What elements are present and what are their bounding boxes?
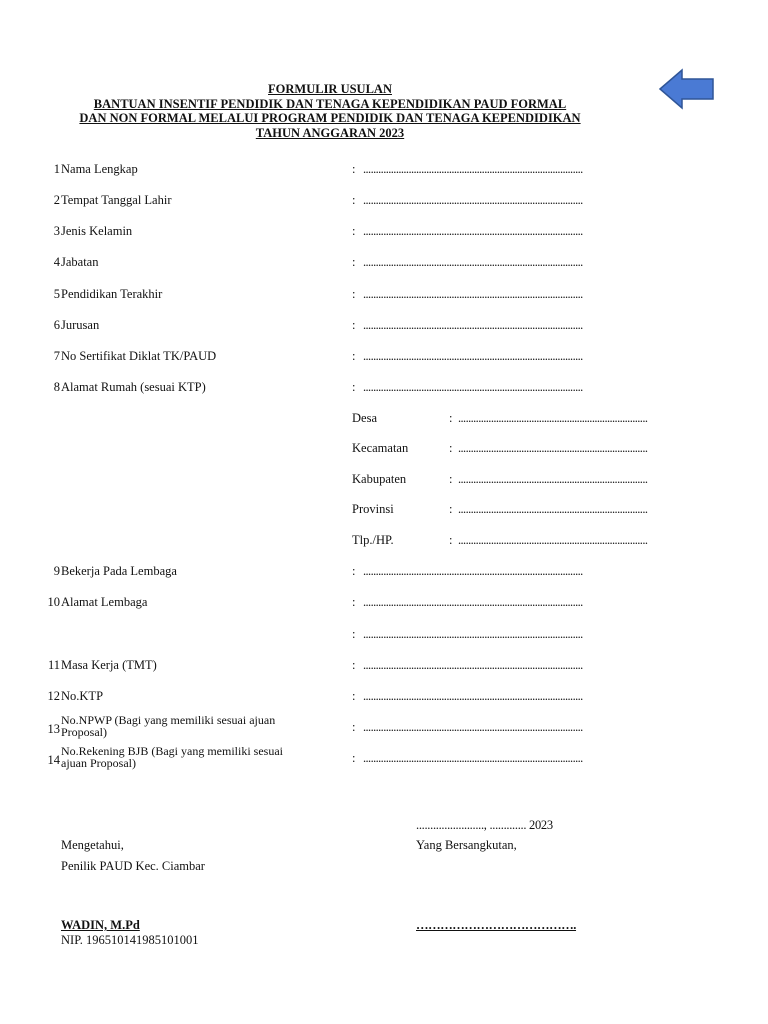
form-title bbox=[0, 82, 660, 140]
field-colon: : bbox=[352, 564, 356, 578]
field-colon: : bbox=[352, 751, 356, 765]
address-label: Desa bbox=[352, 411, 377, 425]
date-line[interactable]: ........................, ............. 2023 bbox=[416, 818, 553, 832]
field-label: Jenis Kelamin bbox=[61, 224, 133, 238]
field-colon: : bbox=[352, 689, 356, 703]
field-colon: : bbox=[352, 627, 356, 641]
address-row-desa bbox=[0, 411, 700, 427]
field-row-alamat-rumah bbox=[0, 380, 700, 396]
field-number: 8 bbox=[53, 380, 60, 394]
field-number: 2 bbox=[53, 193, 60, 207]
address-label: Kabupaten bbox=[352, 472, 407, 486]
field-label: Tempat Tanggal Lahir bbox=[61, 193, 172, 207]
address-row-tlp bbox=[0, 533, 700, 549]
field-label: Alamat Lembaga bbox=[61, 595, 148, 609]
address-blank[interactable]: ........................................................................... bbox=[458, 533, 648, 547]
address-label: Tlp./HP. bbox=[352, 533, 394, 547]
field-blank[interactable]: ....................................................................................... bbox=[363, 318, 583, 332]
field-colon: : bbox=[352, 287, 356, 301]
field-row-jabatan bbox=[0, 255, 700, 271]
field-blank[interactable]: ....................................................................................... bbox=[363, 595, 583, 609]
address-colon: : bbox=[449, 441, 453, 455]
signature-left-role: Penilik PAUD Kec. Ciambar bbox=[61, 859, 205, 873]
field-number: 1 bbox=[53, 162, 60, 176]
address-label: Provinsi bbox=[352, 502, 394, 516]
field-colon: : bbox=[352, 720, 356, 734]
field-label: Jurusan bbox=[61, 318, 100, 332]
field-row-jurusan bbox=[0, 318, 700, 334]
signature-right-heading: Yang Bersangkutan, bbox=[416, 838, 517, 852]
field-colon: : bbox=[352, 255, 356, 269]
field-colon: : bbox=[352, 595, 356, 609]
field-label: Bekerja Pada Lembaga bbox=[61, 564, 177, 578]
address-blank[interactable]: ........................................................................... bbox=[458, 502, 648, 516]
field-row-jenis-kelamin bbox=[0, 224, 700, 240]
field-blank[interactable]: ....................................................................................... bbox=[363, 349, 583, 363]
field-number: 11 bbox=[47, 658, 60, 672]
field-colon: : bbox=[352, 193, 356, 207]
address-colon: : bbox=[449, 502, 453, 516]
field-label: No Sertifikat Diklat TK/PAUD bbox=[61, 349, 217, 363]
field-blank[interactable]: ....................................................................................... bbox=[363, 287, 583, 301]
address-blank[interactable]: ........................................................................... bbox=[458, 411, 648, 425]
title-line-2: BANTUAN INSENTIF PENDIDIK DAN TENAGA KEPENDIDIKAN PAUD FORMAL bbox=[93, 96, 567, 111]
address-blank[interactable]: ........................................................................... bbox=[458, 472, 648, 486]
field-blank[interactable]: ....................................................................................... bbox=[363, 255, 583, 269]
field-colon: : bbox=[352, 318, 356, 332]
field-row-alamat-lembaga bbox=[0, 595, 700, 611]
field-number: 14 bbox=[47, 753, 60, 767]
field-label: Masa Kerja (TMT) bbox=[61, 658, 157, 672]
field-number: 7 bbox=[53, 349, 60, 363]
address-colon: : bbox=[449, 533, 453, 547]
signature-right-name[interactable]: …………………………………. bbox=[416, 918, 577, 932]
field-blank[interactable]: ....................................................................................... bbox=[363, 689, 583, 703]
field-number: 9 bbox=[53, 564, 60, 578]
address-colon: : bbox=[449, 472, 453, 486]
address-row-kabupaten bbox=[0, 472, 700, 488]
field-label: Jabatan bbox=[61, 255, 99, 269]
field-blank[interactable]: ....................................................................................... bbox=[363, 564, 583, 578]
field-row-pendidikan bbox=[0, 287, 700, 303]
field-blank[interactable]: ....................................................................................... bbox=[363, 380, 583, 394]
address-blank[interactable]: ........................................................................... bbox=[458, 441, 648, 455]
field-label: Pendidikan Terakhir bbox=[61, 287, 163, 301]
field-number: 13 bbox=[47, 722, 60, 736]
field-colon: : bbox=[352, 224, 356, 238]
field-colon: : bbox=[352, 380, 356, 394]
address-colon: : bbox=[449, 411, 453, 425]
field-row-npwp bbox=[0, 713, 700, 739]
field-label: No.Rekening BJB (Bagi yang memiliki sesuai ajuan Proposal) bbox=[61, 744, 283, 770]
field-row-ktp bbox=[0, 689, 700, 705]
field-blank[interactable]: ....................................................................................... bbox=[363, 627, 583, 641]
signature-left-nip: NIP. 196510141985101001 bbox=[61, 933, 199, 947]
address-row-provinsi bbox=[0, 502, 700, 518]
field-label: Nama Lengkap bbox=[61, 162, 138, 176]
field-row-alamat-lembaga-2 bbox=[0, 627, 700, 643]
field-blank[interactable]: ....................................................................................... bbox=[363, 658, 583, 672]
field-number: 12 bbox=[47, 689, 60, 703]
field-blank[interactable]: ....................................................................................... bbox=[363, 751, 583, 765]
field-row-rekening bbox=[0, 744, 700, 770]
field-row-nama bbox=[0, 162, 700, 178]
title-line-4: TAHUN ANGGARAN 2023 bbox=[255, 125, 405, 140]
field-row-ttl bbox=[0, 193, 700, 209]
field-blank[interactable]: ....................................................................................... bbox=[363, 224, 583, 238]
title-line-1: FORMULIR USULAN bbox=[268, 82, 392, 96]
field-colon: : bbox=[352, 349, 356, 363]
field-row-sertifikat bbox=[0, 349, 700, 365]
field-number: 10 bbox=[47, 595, 60, 609]
field-label: No.NPWP (Bagi yang memiliki sesuai ajuan Proposal) bbox=[61, 713, 276, 739]
field-colon: : bbox=[352, 658, 356, 672]
signature-left-heading: Mengetahui, bbox=[61, 838, 124, 852]
field-number: 3 bbox=[53, 224, 60, 238]
field-colon: : bbox=[352, 162, 356, 176]
field-row-lembaga bbox=[0, 564, 700, 580]
field-number: 5 bbox=[53, 287, 60, 301]
field-blank[interactable]: ....................................................................................... bbox=[363, 162, 583, 176]
field-blank[interactable]: ....................................................................................... bbox=[363, 193, 583, 207]
field-row-masa-kerja bbox=[0, 658, 700, 674]
field-label: No.KTP bbox=[61, 689, 104, 703]
signature-left-name: WADIN, M.Pd bbox=[61, 918, 140, 932]
field-blank[interactable]: ....................................................................................... bbox=[363, 720, 583, 734]
field-number: 6 bbox=[53, 318, 60, 332]
arrow-left-icon[interactable] bbox=[658, 68, 716, 110]
address-row-kecamatan bbox=[0, 441, 700, 457]
address-label: Kecamatan bbox=[352, 441, 409, 455]
title-line-3: DAN NON FORMAL MELALUI PROGRAM PENDIDIK DAN TENAGA KEPENDIDIKAN bbox=[79, 111, 581, 125]
field-label: Alamat Rumah (sesuai KTP) bbox=[61, 380, 206, 394]
field-number: 4 bbox=[53, 255, 60, 269]
